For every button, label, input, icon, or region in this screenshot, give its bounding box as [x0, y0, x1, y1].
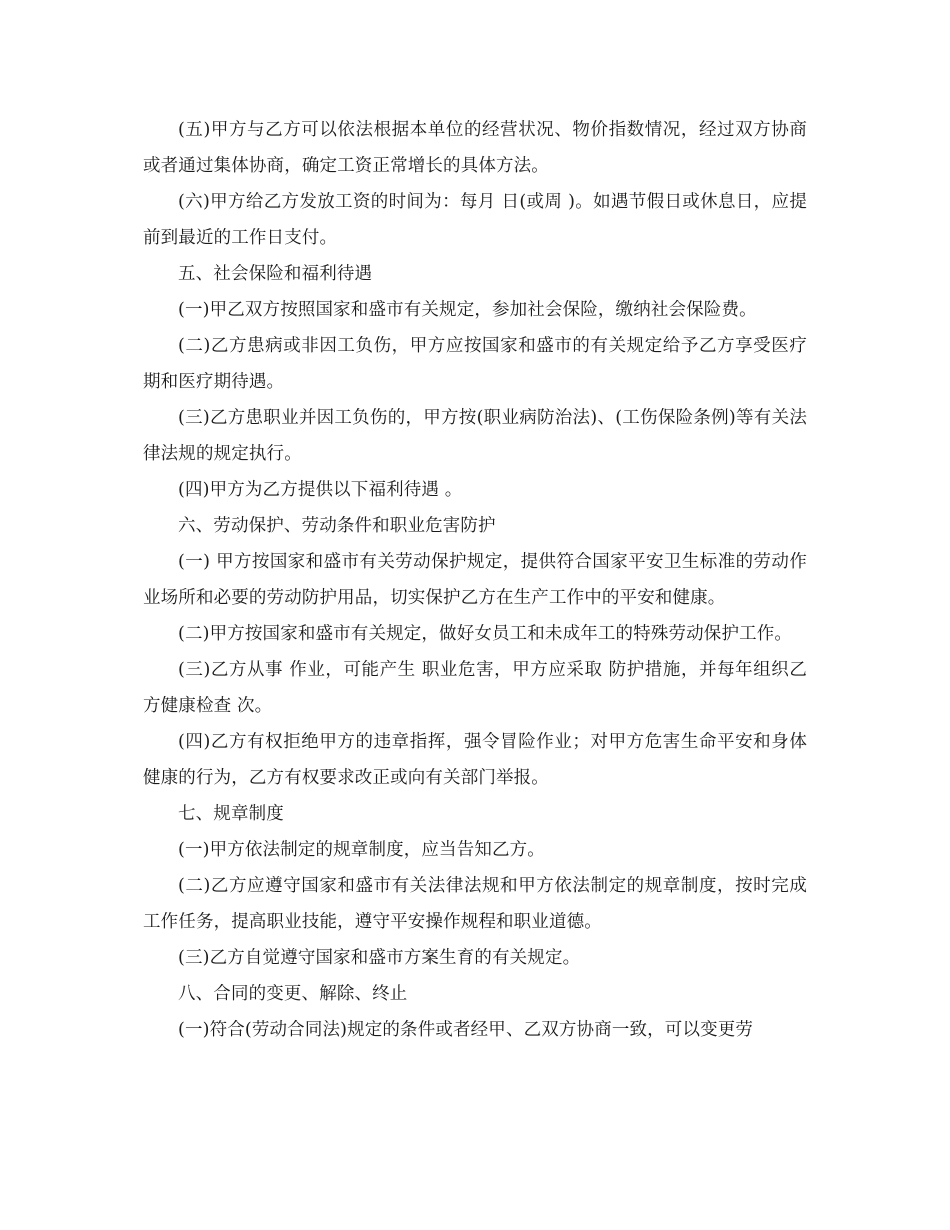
- paragraph-protection-1: (一) 甲方按国家和盛市有关劳动保护规定，提供符合国家平安卫生标准的劳动作业场所和必要的劳动防护用品，切实保护乙方在生产工作中的平安和健康。: [143, 552, 807, 608]
- document-body: [143, 112, 807, 1048]
- section-heading-labor-protection: 六、劳动保护、劳动条件和职业危害防护: [178, 516, 496, 536]
- paragraph-rules-1: (一)甲方依法制定的规章制度，应当告知乙方。: [178, 840, 545, 860]
- paragraph-rules-3: (三)乙方自觉遵守国家和盛市方案生育的有关规定。: [178, 948, 581, 968]
- paragraph-insurance-1: (一)甲乙双方按照国家和盛市有关规定，参加社会保险，缴纳社会保险费。: [178, 300, 757, 320]
- paragraph-protection-4: (四)乙方有权拒绝甲方的违章指挥，强令冒险作业；对甲方危害生命平安和身体健康的行为，乙方有权要求改正或向有关部门举报。: [143, 732, 807, 788]
- paragraph-clause-6-pay-date: (六)甲方给乙方发放工资的时间为：每月 日(或周 )。如遇节假日或休息日，应提前到最近的工作日支付。: [143, 192, 807, 248]
- section-heading-contract-changes: 八、合同的变更、解除、终止: [178, 984, 408, 1004]
- paragraph-insurance-4: (四)甲方为乙方提供以下福利待遇 。: [178, 480, 463, 500]
- paragraph-rules-2: (二)乙方应遵守国家和盛市有关法律法规和甲方依法制定的规章制度，按时完成工作任务，提高职业技能，遵守平安操作规程和职业道德。: [143, 876, 807, 932]
- section-heading-social-insurance: 五、社会保险和福利待遇: [178, 264, 373, 284]
- paragraph-clause-5-wage-growth: (五)甲方与乙方可以依法根据本单位的经营状况、物价指数情况，经过双方协商或者通过集体协商，确定工资正常增长的具体方法。: [143, 120, 807, 176]
- paragraph-protection-3: (三)乙方从事 作业，可能产生 职业危害，甲方应采取 防护措施，并每年组织乙方健康检查 次。: [143, 660, 807, 716]
- paragraph-insurance-2: (二)乙方患病或非因工负伤，甲方应按国家和盛市的有关规定给予乙方享受医疗期和医疗期待遇。: [143, 336, 807, 392]
- paragraph-contract-change-1: (一)符合(劳动合同法)规定的条件或者经甲、乙双方协商一致，可以变更劳: [178, 1020, 754, 1040]
- paragraph-protection-2: (二)甲方按国家和盛市有关规定，做好女员工和未成年工的特殊劳动保护工作。: [178, 624, 793, 644]
- paragraph-insurance-3: (三)乙方患职业并因工负伤的，甲方按(职业病防治法)、(工伤保险条例)等有关法律法规的规定执行。: [143, 408, 807, 464]
- section-heading-rules: 七、规章制度: [178, 804, 284, 824]
